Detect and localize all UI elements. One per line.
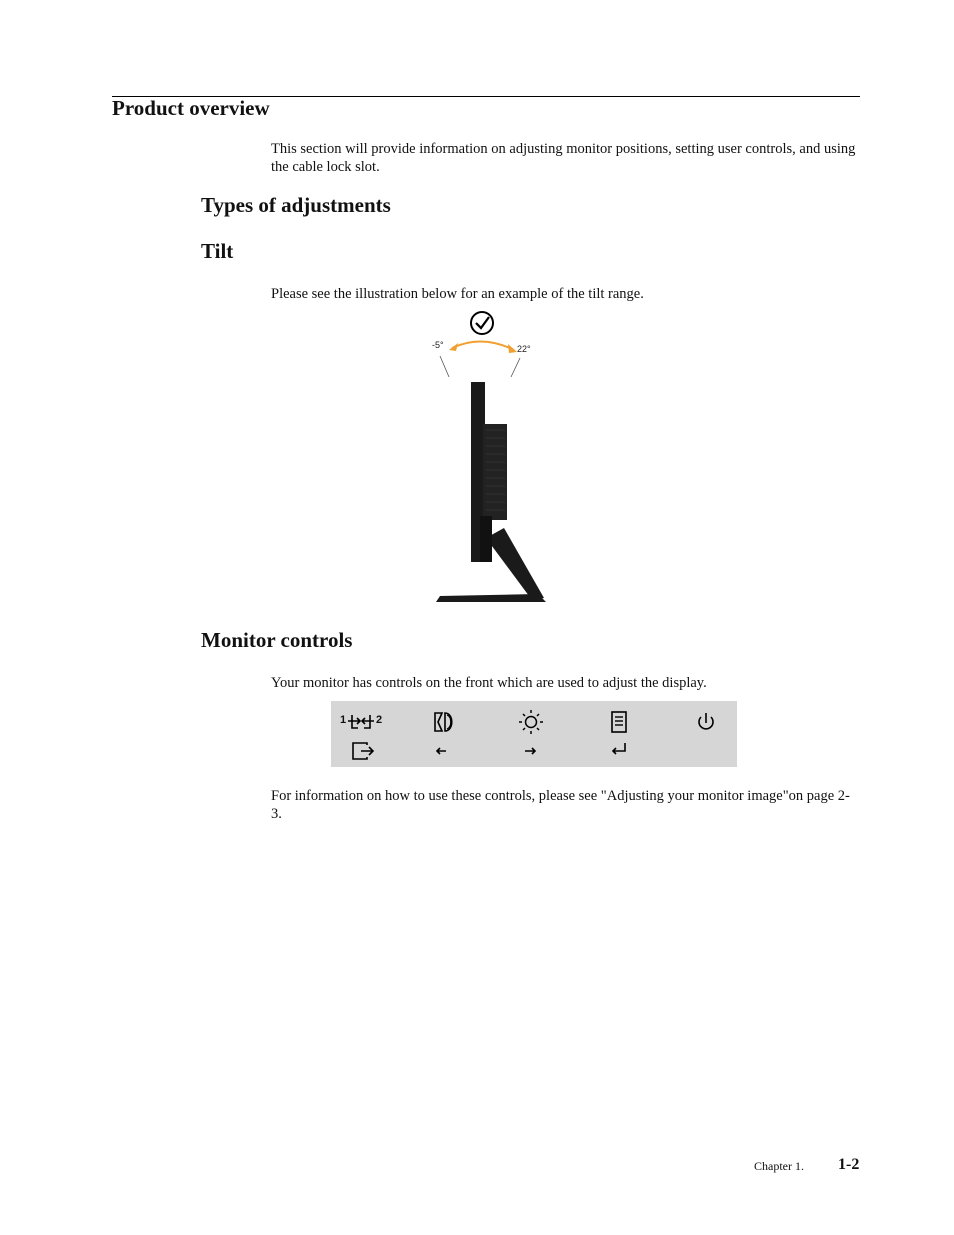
control-brightness-button[interactable] <box>513 701 553 767</box>
section-heading-controls: Monitor controls <box>201 628 353 652</box>
power-icon <box>689 701 729 767</box>
tilt-arc-icon <box>449 341 517 353</box>
arrow-right-icon <box>513 701 553 767</box>
input-1-label: 1 <box>340 714 347 726</box>
section-heading-tilt: Tilt <box>201 239 234 263</box>
controls-paragraph: Your monitor has controls on the front which are used to adjust the display. <box>271 675 707 691</box>
tilt-max-label: 22° <box>517 344 531 354</box>
intro-paragraph: This section will provide information on adjusting monitor positions, setting user controls, and using the cable lock slot. <box>271 141 856 175</box>
tilt-guide-right <box>511 358 520 377</box>
footer-page-number: 1-2 <box>838 1156 860 1173</box>
tilt-figure-svg <box>420 306 560 606</box>
check-circle-icon <box>471 312 493 334</box>
control-power-button[interactable] <box>689 701 729 767</box>
page-title: Product overview <box>112 96 270 120</box>
control-panel <box>331 701 737 767</box>
tilt-guide-left <box>440 356 449 377</box>
input-2-label: 2 <box>376 714 383 726</box>
control-contrast-button[interactable] <box>426 701 466 767</box>
section-heading-adjustments: Types of adjustments <box>201 193 391 217</box>
footer-chapter: Chapter 1. <box>754 1159 804 1173</box>
control-input-button[interactable] <box>339 701 385 767</box>
tilt-illustration <box>420 306 560 611</box>
tilt-paragraph: Please see the illustration below for an example of the tilt range. <box>271 286 644 302</box>
arrow-left-icon <box>426 701 466 767</box>
tilt-min-label: -5° <box>432 340 444 350</box>
controls-note: For information on how to use these controls, please see "Adjusting your monitor image"on page 2-3. <box>271 788 850 822</box>
exit-icon <box>339 701 385 767</box>
enter-icon <box>601 701 641 767</box>
monitor-side-icon <box>436 382 546 602</box>
control-menu-button[interactable] <box>601 701 641 767</box>
